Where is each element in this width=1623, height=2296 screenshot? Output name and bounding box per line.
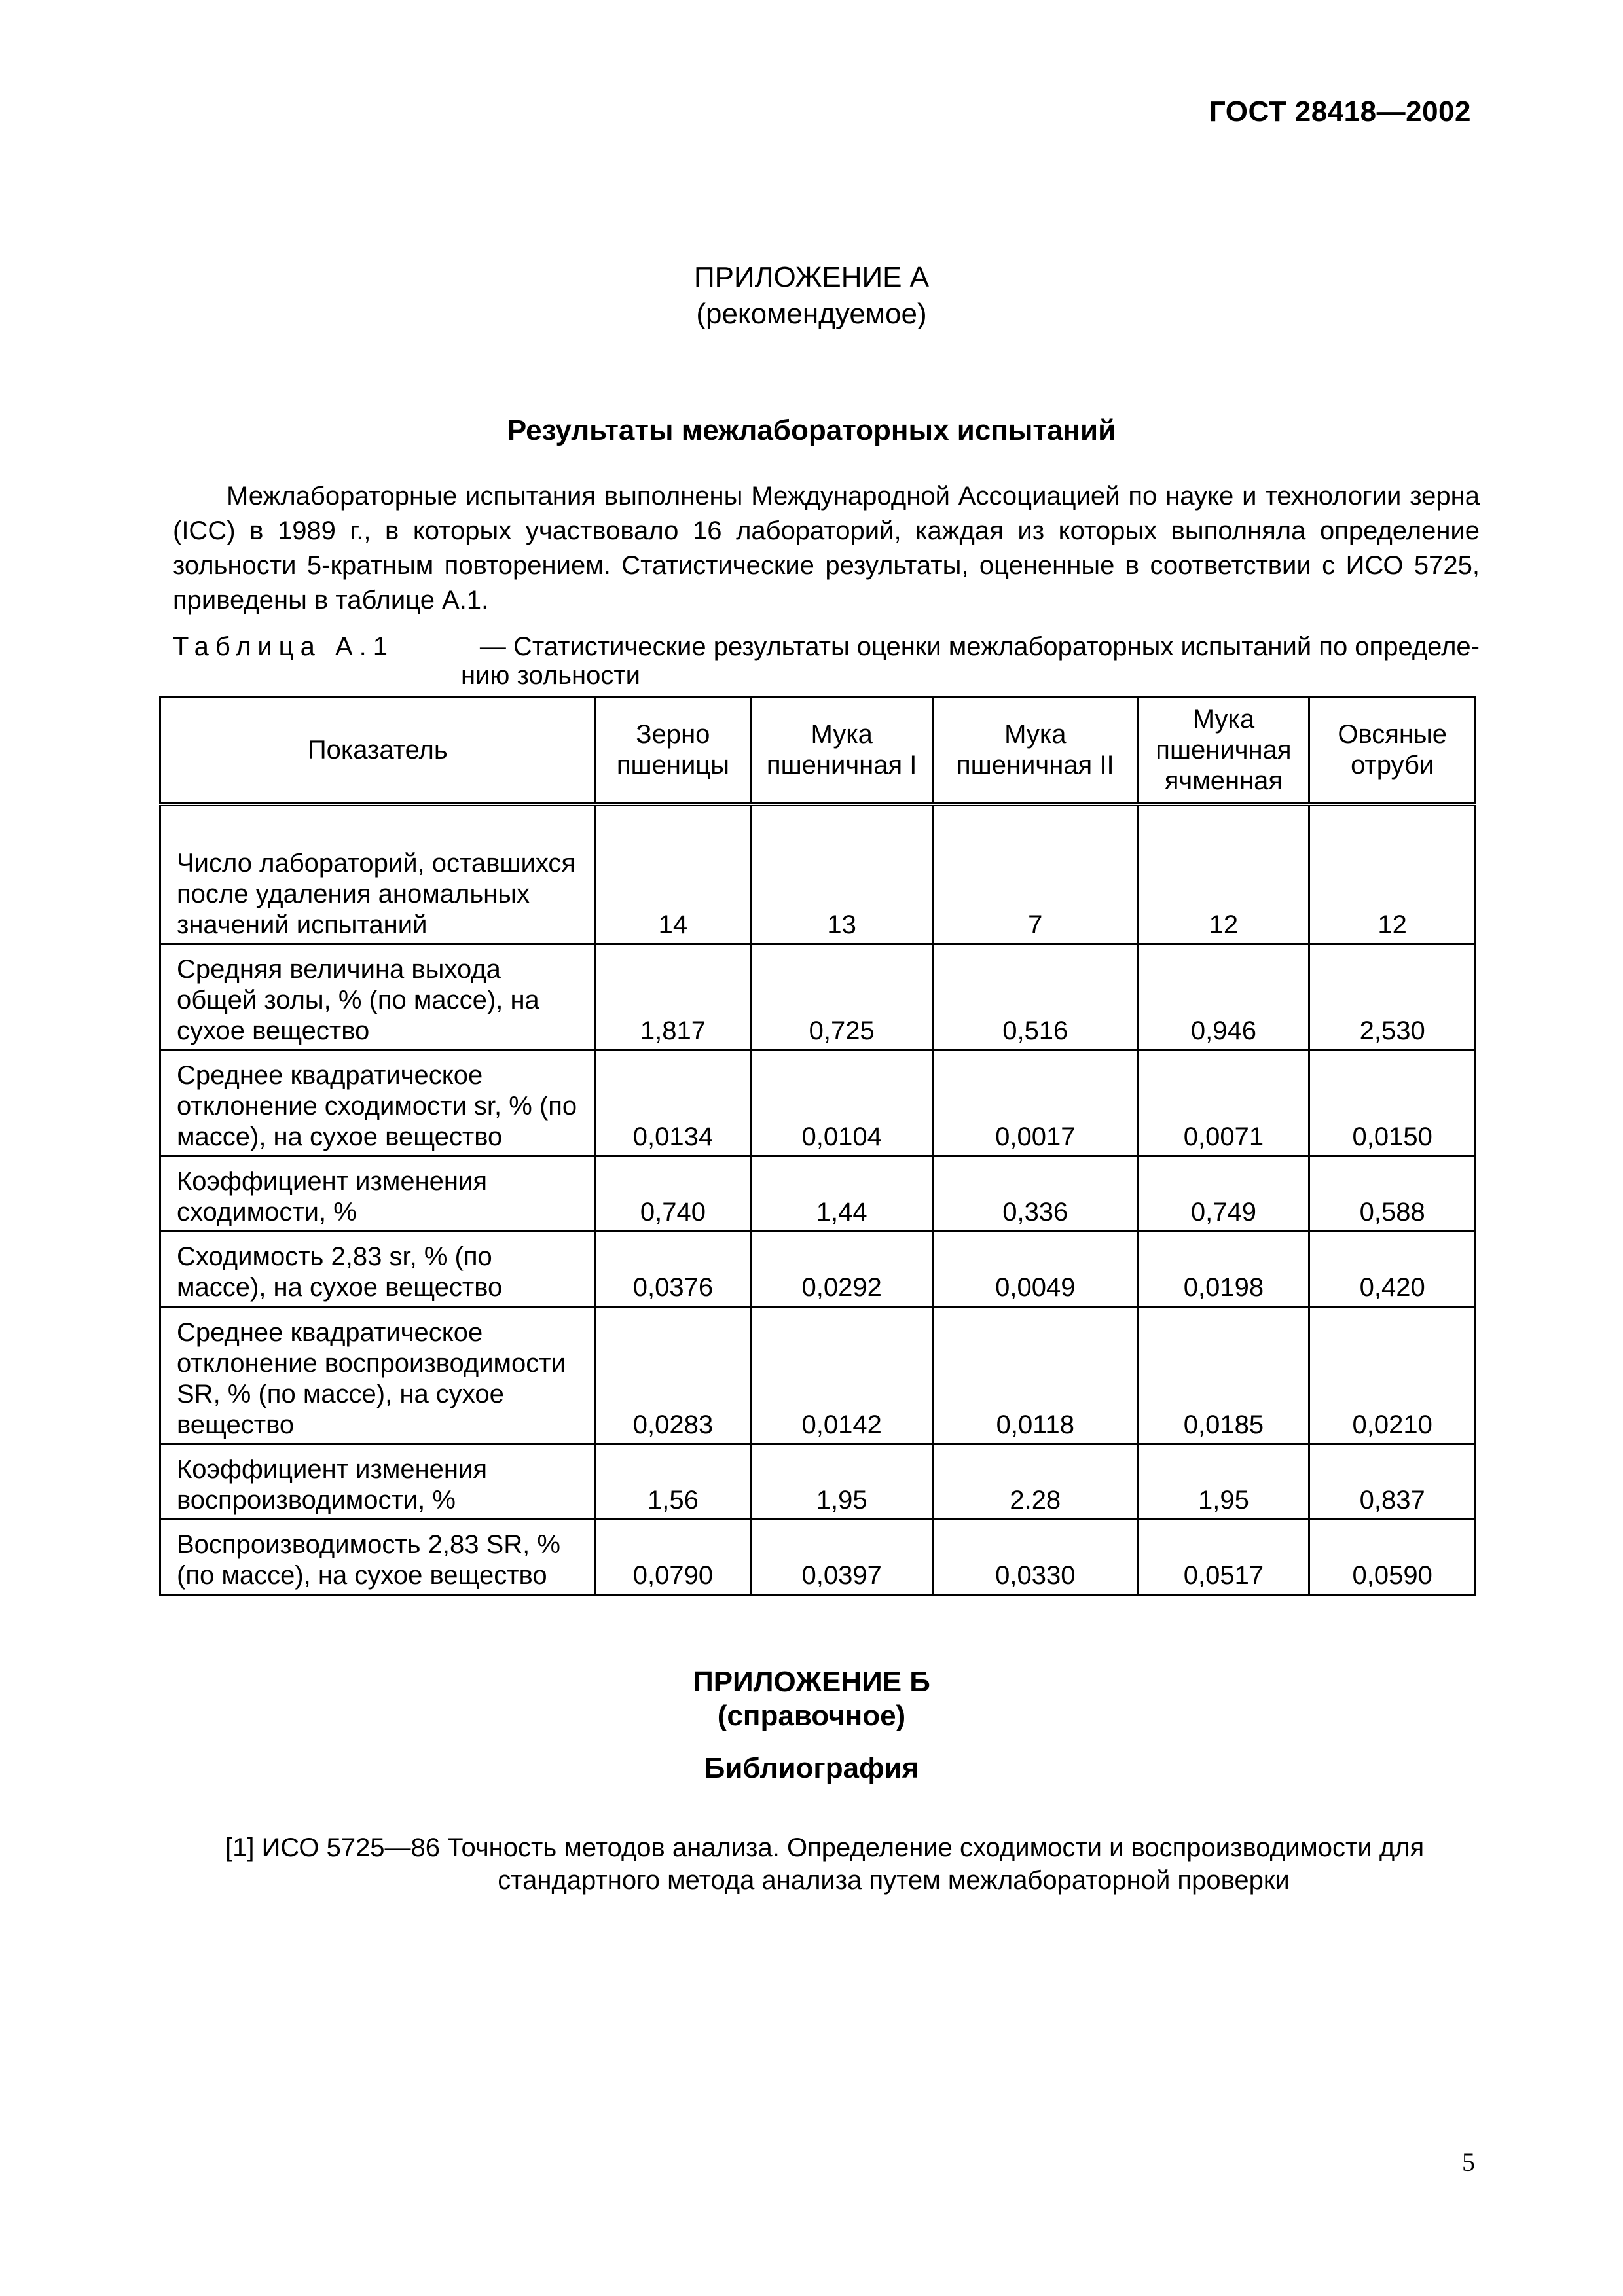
cell-value: 0,0790 <box>595 1519 751 1594</box>
cell-value: 0,946 <box>1138 944 1309 1050</box>
row-indicator: Сходимость 2,83 sr, % (по массе), на сухое вещество <box>160 1231 596 1306</box>
header-wheat-flour-1: Мука пшеничная I <box>751 697 933 805</box>
cell-value: 13 <box>751 804 933 944</box>
cell-value: 2,530 <box>1309 944 1476 1050</box>
cell-value: 0,749 <box>1138 1156 1309 1231</box>
header-wheat-flour-2: Мука пшеничная II <box>933 697 1139 805</box>
table-caption-label: Таблица А.1 <box>173 632 394 661</box>
page-number: 5 <box>1462 2147 1475 2177</box>
cell-value: 1,95 <box>751 1444 933 1519</box>
table-row <box>160 1444 1476 1519</box>
cell-value: 0,588 <box>1309 1156 1476 1231</box>
header-wheat-grain: Зерно пшеницы <box>595 697 751 805</box>
table-body <box>160 804 1476 1594</box>
document-code: ГОСТ 28418—2002 <box>1209 96 1471 128</box>
cell-value: 0,0017 <box>933 1050 1139 1156</box>
cell-value: 0,0210 <box>1309 1306 1476 1444</box>
cell-value: 0,0198 <box>1138 1231 1309 1306</box>
cell-value: 0,0071 <box>1138 1050 1309 1156</box>
cell-value: 0,0150 <box>1309 1050 1476 1156</box>
intro-paragraph: Межлабораторные испытания выполнены Международной Ассоциацией по науке и технологии зерна (ICC) в 1989 г., в которых участвовало 16 лабораторий, каждая из которых выполняла определение зольности 5-кратным повторением. Статистические результаты, оцененные в соответствии с ИСО 5725, приведены в таблице А.1. <box>173 482 1480 615</box>
bibliography-entry <box>225 1831 1477 1897</box>
results-table <box>159 696 1476 1596</box>
appendix-b-subtitle: (справочное) <box>717 1700 906 1732</box>
cell-value: 7 <box>933 804 1139 944</box>
cell-value: 0,0283 <box>595 1306 751 1444</box>
table-caption-line1: — Статистические результаты оценки межлабораторных испытаний по определе- <box>479 632 1480 661</box>
header-oat-bran: Овсяные отруби <box>1309 697 1476 805</box>
bibliography-title: Библиография <box>704 1752 919 1784</box>
cell-value: 1,56 <box>595 1444 751 1519</box>
cell-value: 0,0590 <box>1309 1519 1476 1594</box>
table-row <box>160 1050 1476 1156</box>
cell-value: 0,516 <box>933 944 1139 1050</box>
cell-value: 1,44 <box>751 1156 933 1231</box>
table-row <box>160 944 1476 1050</box>
cell-value: 0,0104 <box>751 1050 933 1156</box>
header-indicator: Показатель <box>160 697 596 805</box>
appendix-b-title: ПРИЛОЖЕНИЕ Б <box>693 1666 930 1698</box>
cell-value: 0,0134 <box>595 1050 751 1156</box>
cell-value: 0,0049 <box>933 1231 1139 1306</box>
cell-value: 0,0142 <box>751 1306 933 1444</box>
cell-value: 0,0330 <box>933 1519 1139 1594</box>
table-row <box>160 1156 1476 1231</box>
cell-value: 0,0185 <box>1138 1306 1309 1444</box>
cell-value: 0,837 <box>1309 1444 1476 1519</box>
appendix-a-title: ПРИЛОЖЕНИЕ А <box>693 261 930 293</box>
table-row <box>160 1306 1476 1444</box>
bibliography-entry-line1: [1] ИСО 5725—86 Точность методов анализа. Определение сходимости и воспроизводимости для <box>225 1833 1425 1862</box>
table-caption-line2: нию зольности <box>461 661 640 690</box>
table-row <box>160 1231 1476 1306</box>
row-indicator: Коэффициент изменения воспроизводимости, % <box>160 1444 596 1519</box>
cell-value: 0,0397 <box>751 1519 933 1594</box>
appendix-a-subtitle: (рекомендуемое) <box>696 298 927 330</box>
bibliography-entry-line2: стандартного метода анализа путем межлабораторной проверки <box>498 1866 1290 1895</box>
table-row <box>160 804 1476 944</box>
cell-value: 0,420 <box>1309 1231 1476 1306</box>
row-indicator: Среднее квадратическое отклонение воспроизводимости SR, % (по массе), на сухое вещество <box>160 1306 596 1444</box>
row-indicator: Среднее квадратическое отклонение сходимости sr, % (по массе), на сухое вещество <box>160 1050 596 1156</box>
cell-value: 0,0517 <box>1138 1519 1309 1594</box>
row-indicator: Средняя величина выхода общей золы, % (по массе), на сухое вещество <box>160 944 596 1050</box>
cell-value: 1,95 <box>1138 1444 1309 1519</box>
row-indicator: Число лабораторий, оставшихся после удаления аномальных значений испытаний <box>160 804 596 944</box>
cell-value: 0,336 <box>933 1156 1139 1231</box>
section-title: Результаты межлабораторных испытаний <box>507 414 1116 446</box>
table-caption <box>173 632 1480 690</box>
table-row <box>160 1519 1476 1594</box>
table-header-row <box>160 697 1476 805</box>
cell-value: 14 <box>595 804 751 944</box>
cell-value: 2.28 <box>933 1444 1139 1519</box>
cell-value: 12 <box>1138 804 1309 944</box>
cell-value: 0,0292 <box>751 1231 933 1306</box>
cell-value: 0,0118 <box>933 1306 1139 1444</box>
header-barley-flour: Мука пшеничная ячменная <box>1138 697 1309 805</box>
cell-value: 0,0376 <box>595 1231 751 1306</box>
cell-value: 12 <box>1309 804 1476 944</box>
row-indicator: Воспроизводимость 2,83 SR, % (по массе), на сухое вещество <box>160 1519 596 1594</box>
row-indicator: Коэффициент изменения сходимости, % <box>160 1156 596 1231</box>
cell-value: 1,817 <box>595 944 751 1050</box>
cell-value: 0,725 <box>751 944 933 1050</box>
cell-value: 0,740 <box>595 1156 751 1231</box>
